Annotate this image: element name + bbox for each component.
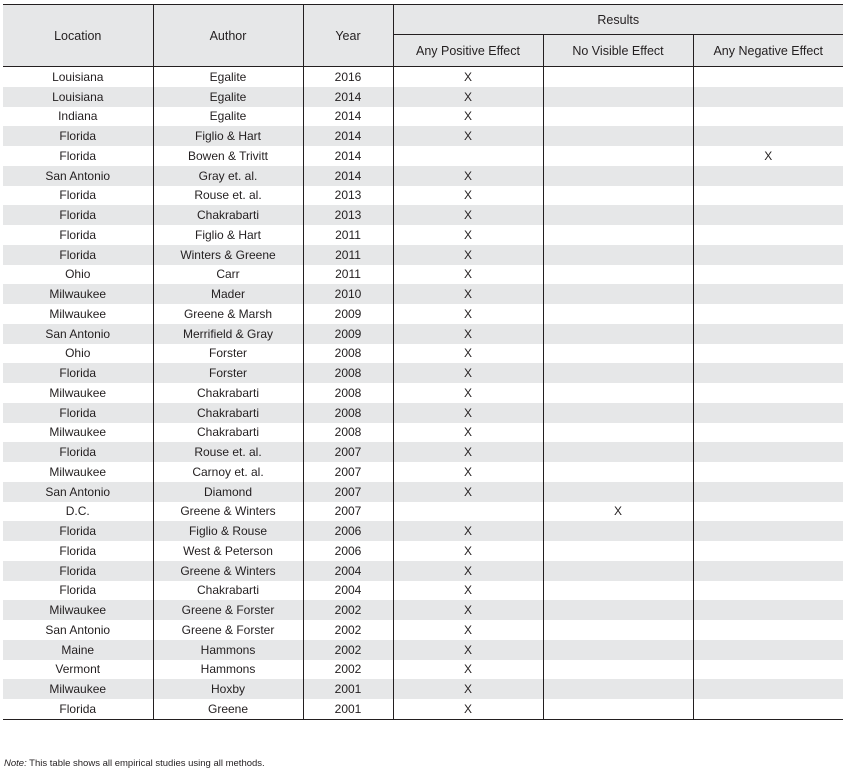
- cell-author: West & Peterson: [153, 541, 303, 561]
- cell-year: 2008: [303, 423, 393, 443]
- table-row: [3, 521, 843, 541]
- table-row: [3, 462, 843, 482]
- cell-positive-effect: X: [393, 166, 543, 186]
- cell-negative-effect: [693, 660, 843, 680]
- cell-author: Diamond: [153, 482, 303, 502]
- cell-location: Florida: [59, 701, 97, 716]
- cell-year: 2016: [303, 67, 393, 87]
- cell-negative-effect: [693, 581, 843, 601]
- cell-year: 2014: [303, 146, 393, 166]
- table-row: [3, 166, 843, 186]
- cell-positive-effect: X: [393, 699, 543, 719]
- cell-no-visible-effect: [543, 344, 693, 364]
- cell-positive-effect: X: [393, 186, 543, 206]
- cell-positive-effect: X: [393, 363, 543, 383]
- cell-location: Ohio: [65, 267, 91, 282]
- cell-positive-effect: X: [393, 482, 543, 502]
- cell-no-visible-effect: [543, 87, 693, 107]
- cell-no-visible-effect: [543, 146, 693, 166]
- cell-year: 2001: [303, 679, 393, 699]
- cell-negative-effect: [693, 403, 843, 423]
- cell-positive-effect: X: [393, 561, 543, 581]
- cell-location: Milwaukee: [3, 284, 153, 304]
- cell-no-visible-effect: [543, 324, 693, 344]
- cell-negative-effect: [693, 521, 843, 541]
- cell-location: Milwaukee: [3, 600, 153, 620]
- table-row: [3, 245, 843, 265]
- cell-positive-effect: X: [393, 423, 543, 443]
- cell-year: 2007: [303, 442, 393, 462]
- cell-author: Chakrabarti: [153, 403, 303, 423]
- table-row: [3, 146, 843, 166]
- table-row: [3, 67, 843, 87]
- cell-year: 2004: [303, 581, 393, 601]
- cell-no-visible-effect: [543, 265, 693, 285]
- cell-no-visible-effect: [543, 126, 693, 146]
- cell-negative-effect: [693, 225, 843, 245]
- cell-location: San Antonio: [3, 166, 153, 186]
- cell-year: 2013: [303, 205, 393, 225]
- cell-positive-effect: X: [393, 107, 543, 127]
- cell-year: 2007: [303, 482, 393, 502]
- cell-location: Florida: [3, 442, 153, 462]
- table-row: [3, 87, 843, 107]
- table-row: [3, 640, 843, 660]
- cell-positive-effect: X: [393, 581, 543, 601]
- table-row: [3, 186, 843, 206]
- table-body: [3, 67, 843, 720]
- cell-negative-effect: [693, 87, 843, 107]
- cell-year: 2008: [303, 383, 393, 403]
- cell-positive-effect: X: [393, 462, 543, 482]
- cell-no-visible-effect: [543, 423, 693, 443]
- cell-positive-effect: X: [393, 403, 543, 423]
- cell-year: 2014: [303, 107, 393, 127]
- cell-author: Rouse et. al.: [153, 186, 303, 206]
- cell-no-visible-effect: [543, 581, 693, 601]
- cell-location: Florida: [3, 363, 153, 383]
- cell-location: Milwaukee: [3, 679, 153, 699]
- cell-author: Winters & Greene: [153, 245, 303, 265]
- cell-location: Milwaukee: [49, 306, 107, 321]
- cell-positive-effect: X: [393, 383, 543, 403]
- cell-year: 2004: [303, 561, 393, 581]
- cell-year: 2014: [303, 166, 393, 186]
- cell-no-visible-effect: [543, 600, 693, 620]
- cell-year: 2007: [303, 462, 393, 482]
- cell-no-visible-effect: [543, 225, 693, 245]
- cell-negative-effect: [693, 363, 843, 383]
- header-author: Author: [153, 5, 303, 67]
- cell-author: Forster: [153, 344, 303, 364]
- header-positive-effect: Any Positive Effect: [393, 35, 543, 67]
- table-row: [3, 600, 843, 620]
- cell-year: 2007: [303, 502, 393, 522]
- cell-location: Florida: [3, 403, 153, 423]
- table-row: [3, 403, 843, 423]
- cell-year: 2006: [303, 541, 393, 561]
- cell-author: Hoxby: [153, 679, 303, 699]
- cell-year: 2014: [303, 87, 393, 107]
- table-row: [3, 482, 843, 502]
- cell-no-visible-effect: [543, 205, 693, 225]
- cell-author: Greene: [153, 699, 303, 719]
- cell-no-visible-effect: [543, 107, 693, 127]
- cell-year: 2014: [303, 126, 393, 146]
- cell-author: Greene & Marsh: [153, 304, 303, 324]
- cell-location: Florida: [59, 543, 97, 558]
- cell-author: Greene & Forster: [153, 620, 303, 640]
- cell-no-visible-effect: [543, 304, 693, 324]
- cell-year: 2010: [303, 284, 393, 304]
- table-row: [3, 679, 843, 699]
- cell-year: 2002: [303, 640, 393, 660]
- cell-positive-effect: [393, 146, 543, 166]
- cell-negative-effect: [693, 205, 843, 225]
- cell-author: Egalite: [153, 107, 303, 127]
- header-year: Year: [303, 5, 393, 67]
- cell-author: Figlio & Hart: [153, 225, 303, 245]
- cell-negative-effect: [693, 502, 843, 522]
- cell-location: Maine: [3, 640, 153, 660]
- cell-positive-effect: X: [393, 304, 543, 324]
- cell-year: 2008: [303, 403, 393, 423]
- studies-table: [3, 4, 843, 720]
- cell-author: Chakrabarti: [153, 423, 303, 443]
- cell-no-visible-effect: [543, 699, 693, 719]
- cell-location: Louisiana: [52, 69, 104, 84]
- cell-negative-effect: [693, 324, 843, 344]
- cell-author: Figlio & Rouse: [153, 521, 303, 541]
- cell-location: Florida: [3, 561, 153, 581]
- cell-no-visible-effect: [543, 561, 693, 581]
- cell-no-visible-effect: [543, 541, 693, 561]
- note-text: This table shows all empirical studies using all methods.: [26, 758, 265, 769]
- cell-no-visible-effect: [543, 166, 693, 186]
- cell-positive-effect: X: [393, 324, 543, 344]
- table-row: [3, 541, 843, 561]
- cell-negative-effect: [693, 245, 843, 265]
- cell-no-visible-effect: [543, 660, 693, 680]
- cell-positive-effect: [393, 502, 543, 522]
- cell-positive-effect: X: [393, 660, 543, 680]
- cell-author: Greene & Forster: [153, 600, 303, 620]
- cell-author: Chakrabarti: [153, 205, 303, 225]
- cell-negative-effect: [693, 304, 843, 324]
- table-row: [3, 126, 843, 146]
- cell-negative-effect: X: [693, 146, 843, 166]
- header-negative-effect: Any Negative Effect: [693, 35, 843, 67]
- cell-location: Vermont: [55, 662, 101, 677]
- cell-location: Florida: [59, 583, 97, 598]
- table-row: [3, 423, 843, 443]
- cell-location: Florida: [59, 188, 97, 203]
- table-row: [3, 581, 843, 601]
- cell-positive-effect: X: [393, 344, 543, 364]
- table-row: [3, 699, 843, 719]
- cell-author: Mader: [153, 284, 303, 304]
- cell-author: Chakrabarti: [153, 383, 303, 403]
- cell-author: Hammons: [153, 660, 303, 680]
- cell-location: San Antonio: [45, 622, 111, 637]
- cell-author: Hammons: [153, 640, 303, 660]
- cell-location: Florida: [3, 126, 153, 146]
- cell-negative-effect: [693, 107, 843, 127]
- cell-positive-effect: X: [393, 620, 543, 640]
- cell-negative-effect: [693, 679, 843, 699]
- cell-location: Milwaukee: [49, 464, 107, 479]
- cell-negative-effect: [693, 67, 843, 87]
- cell-year: 2011: [303, 245, 393, 265]
- cell-positive-effect: X: [393, 521, 543, 541]
- cell-year: 2013: [303, 186, 393, 206]
- cell-year: 2008: [303, 363, 393, 383]
- cell-no-visible-effect: [543, 679, 693, 699]
- cell-year: 2002: [303, 660, 393, 680]
- cell-location: Milwaukee: [49, 385, 107, 400]
- cell-author: Rouse et. al.: [153, 442, 303, 462]
- cell-author: Forster: [153, 363, 303, 383]
- table-row: [3, 205, 843, 225]
- cell-no-visible-effect: [543, 462, 693, 482]
- cell-no-visible-effect: [543, 521, 693, 541]
- cell-author: Carnoy et. al.: [153, 462, 303, 482]
- cell-no-visible-effect: [543, 403, 693, 423]
- cell-no-visible-effect: [543, 284, 693, 304]
- cell-year: 2002: [303, 600, 393, 620]
- cell-positive-effect: X: [393, 245, 543, 265]
- table-row: [3, 363, 843, 383]
- table-row: [3, 502, 843, 522]
- cell-negative-effect: [693, 561, 843, 581]
- cell-positive-effect: X: [393, 205, 543, 225]
- cell-location: Indiana: [58, 109, 98, 124]
- table-row: [3, 284, 843, 304]
- cell-positive-effect: X: [393, 87, 543, 107]
- cell-negative-effect: [693, 541, 843, 561]
- cell-negative-effect: [693, 442, 843, 462]
- header-location: Location: [3, 5, 153, 67]
- cell-negative-effect: [693, 462, 843, 482]
- cell-no-visible-effect: [543, 363, 693, 383]
- table-row: [3, 107, 843, 127]
- cell-year: 2001: [303, 699, 393, 719]
- cell-negative-effect: [693, 640, 843, 660]
- cell-year: 2011: [303, 225, 393, 245]
- table-header: [3, 5, 843, 67]
- cell-year: 2009: [303, 304, 393, 324]
- header-results: Results: [393, 5, 843, 35]
- cell-positive-effect: X: [393, 442, 543, 462]
- cell-positive-effect: X: [393, 225, 543, 245]
- cell-location: San Antonio: [3, 482, 153, 502]
- cell-no-visible-effect: X: [543, 502, 693, 522]
- table-row: [3, 225, 843, 245]
- cell-positive-effect: X: [393, 679, 543, 699]
- note-label: Note:: [4, 758, 27, 769]
- cell-positive-effect: X: [393, 67, 543, 87]
- cell-positive-effect: X: [393, 126, 543, 146]
- cell-positive-effect: X: [393, 600, 543, 620]
- cell-positive-effect: X: [393, 265, 543, 285]
- cell-negative-effect: [693, 284, 843, 304]
- table-row: [3, 660, 843, 680]
- cell-author: Figlio & Hart: [153, 126, 303, 146]
- cell-location: Louisiana: [3, 87, 153, 107]
- table-row: [3, 620, 843, 640]
- cell-no-visible-effect: [543, 620, 693, 640]
- cell-negative-effect: [693, 699, 843, 719]
- cell-author: Merrifield & Gray: [153, 324, 303, 344]
- cell-negative-effect: [693, 126, 843, 146]
- cell-positive-effect: X: [393, 640, 543, 660]
- cell-negative-effect: [693, 383, 843, 403]
- cell-year: 2011: [303, 265, 393, 285]
- header-no-visible-effect: No Visible Effect: [543, 35, 693, 67]
- cell-author: Greene & Winters: [153, 561, 303, 581]
- cell-location: Ohio: [65, 346, 91, 361]
- table-row: [3, 304, 843, 324]
- cell-positive-effect: X: [393, 284, 543, 304]
- cell-no-visible-effect: [543, 383, 693, 403]
- table-row: [3, 561, 843, 581]
- cell-no-visible-effect: [543, 442, 693, 462]
- cell-no-visible-effect: [543, 640, 693, 660]
- cell-negative-effect: [693, 423, 843, 443]
- cell-no-visible-effect: [543, 482, 693, 502]
- cell-location: Milwaukee: [49, 425, 107, 440]
- table-row: [3, 383, 843, 403]
- cell-negative-effect: [693, 166, 843, 186]
- cell-negative-effect: [693, 265, 843, 285]
- cell-negative-effect: [693, 186, 843, 206]
- table-row: [3, 265, 843, 285]
- cell-location: Florida: [59, 227, 97, 242]
- cell-author: Bowen & Trivitt: [153, 146, 303, 166]
- table-row: [3, 442, 843, 462]
- cell-year: 2006: [303, 521, 393, 541]
- cell-no-visible-effect: [543, 245, 693, 265]
- cell-location: D.C.: [65, 504, 90, 519]
- cell-location: Florida: [3, 245, 153, 265]
- cell-year: 2002: [303, 620, 393, 640]
- cell-author: Egalite: [153, 87, 303, 107]
- cell-author: Greene & Winters: [153, 502, 303, 522]
- cell-negative-effect: [693, 482, 843, 502]
- cell-author: Gray et. al.: [153, 166, 303, 186]
- cell-year: 2009: [303, 324, 393, 344]
- table-note: [4, 758, 265, 769]
- cell-negative-effect: [693, 344, 843, 364]
- cell-negative-effect: [693, 620, 843, 640]
- table-row: [3, 324, 843, 344]
- cell-year: 2008: [303, 344, 393, 364]
- cell-positive-effect: X: [393, 541, 543, 561]
- cell-author: Chakrabarti: [153, 581, 303, 601]
- cell-location: Florida: [59, 148, 97, 163]
- cell-location: Florida: [3, 521, 153, 541]
- cell-negative-effect: [693, 600, 843, 620]
- cell-author: Carr: [153, 265, 303, 285]
- cell-location: Florida: [3, 205, 153, 225]
- table-row: [3, 344, 843, 364]
- cell-author: Egalite: [153, 67, 303, 87]
- cell-location: San Antonio: [3, 324, 153, 344]
- cell-no-visible-effect: [543, 186, 693, 206]
- cell-no-visible-effect: [543, 67, 693, 87]
